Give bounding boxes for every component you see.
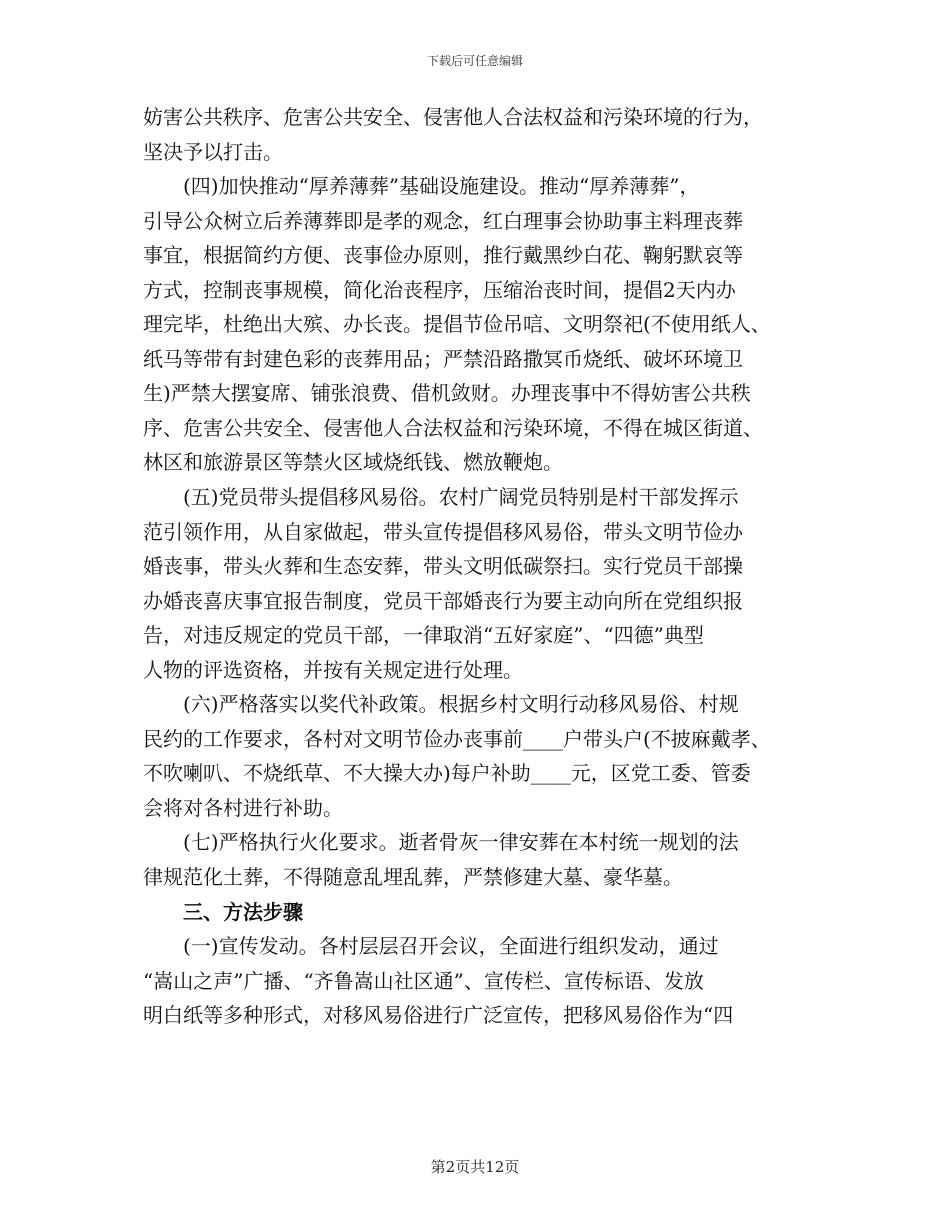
text-line: 民约的工作要求，各村对文明节俭办丧事前____户带头户(不披麻戴孝、 [143,726,771,751]
text-line: (四)加快推动“厚养薄葬”基础设施建设。推动“厚养薄葬”， [183,174,700,199]
text-line: 告，对违反规定的党员干部，一律取消“五好家庭”、“四德”典型 [143,623,704,648]
text-line: 林区和旅游景区等禁火区域烧纸钱、燃放鞭炮。 [143,450,563,475]
text-line: 婚丧事，带头火葬和生态安葬，带头文明低碳祭扫。实行党员干部操 [143,554,743,579]
text-line: (五)党员带头提倡移风易俗。农村广阔党员特别是村干部发挥示 [183,485,739,510]
text-line: 方式，控制丧事规模，简化治丧程序，压缩治丧时间，提倡2天内办 [143,277,736,302]
text-line: 人物的评选资格，并按有关规定进行处理。 [143,657,523,682]
text-line: 明白纸等多种形式，对移风易俗进行广泛宣传，把移风易俗作为“四 [143,1003,734,1028]
text-line: 坚决予以打击。 [143,139,283,164]
document-body [143,100,813,1033]
text-line: (六)严格落实以奖代补政策。根据乡村文明行动移风易俗、村规 [183,692,739,717]
page-header-note: 下载后可任意编辑 [426,54,523,68]
text-line: (一)宣传发动。各村层层召开会议，全面进行组织发动，通过 [183,934,719,959]
text-line: 理完毕，杜绝出大殡、办长丧。提倡节俭吊唁、文明祭祀(不使用纸人、 [143,312,771,337]
text-line: 范引领作用，从自家做起，带头宣传提倡移风易俗，带头文明节俭办 [143,519,743,544]
text-line: “嵩山之声”广播、“齐鲁嵩山社区通”、宣传栏、宣传标语、发放 [143,968,704,993]
text-line: 妨害公共秩序、危害公共安全、侵害他人合法权益和污染环境的行为， [143,105,763,129]
text-line: 纸马等带有封建色彩的丧葬用品；严禁沿路撒冥币烧纸、破坏环境卫 [143,346,743,371]
text-line: 不吹喇叭、不烧纸草、不大操大办)每户补助____元，区党工委、管委 [143,761,751,786]
section-heading: 三、方法步骤 [183,899,303,924]
text-line: 事宜，根据简约方便、丧事俭办原则，推行戴黑纱白花、鞠躬默哀等 [143,243,743,268]
text-line: 会将对各村进行补助。 [143,795,343,820]
text-line: 律规范化土葬，不得随意乱埋乱葬，严禁修建大墓、豪华墓。 [143,865,683,890]
text-line: (七)严格执行火化要求。逝者骨灰一律安葬在本村统一规划的法 [183,830,739,855]
text-line: 办婚丧喜庆事宜报告制度，党员干部婚丧行为要主动向所在党组织报 [143,588,743,613]
text-line: 序、危害公共安全、侵害他人合法权益和污染环境，不得在城区街道、 [143,415,763,440]
text-line: 生)严禁大摆宴席、铺张浪费、借机敛财。办理丧事中不得妨害公共秩 [143,381,751,406]
text-line: 引导公众树立后养薄葬即是孝的观念，红白理事会协助事主料理丧葬 [143,208,743,233]
page-number: 第2页共12页 [430,1158,520,1176]
